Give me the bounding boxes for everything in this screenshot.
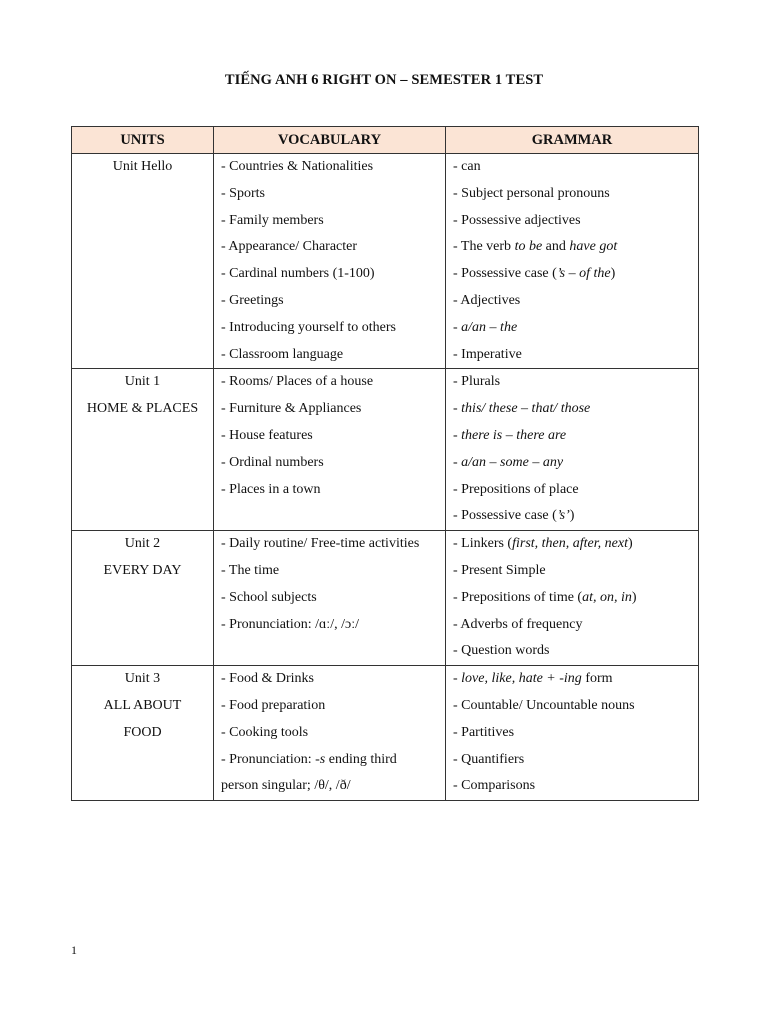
vocabulary-cell-line: - Cooking tools [221,724,309,740]
unit-cell-line: Unit 2 [124,536,161,552]
table-body [72,154,699,801]
unit-cell [72,531,214,666]
vocabulary-cell-line: - Sports [221,185,265,201]
unit-cell-line: Unit 3 [124,671,161,687]
vocabulary-cell-line: - Introducing yourself to others [221,319,396,335]
grammar-cell-line: - a/an – the [453,319,518,335]
unit-cell-line: Unit Hello [112,159,173,174]
vocabulary-cell-line: - Classroom language [221,346,344,362]
vocabulary-cell-line: - School subjects [221,589,317,605]
grammar-cell-line: - this/ these – that/ those [453,401,591,417]
grammar-cell [446,369,699,531]
vocabulary-cell-line: - Food & Drinks [221,671,314,687]
grammar-cell-line: - Question words [453,643,550,659]
grammar-cell-line: - there is – there are [453,427,567,443]
vocabulary-cell-line: - Daily routine/ Free-time activities [221,536,420,552]
vocabulary-cell-line: - Greetings [221,292,284,308]
grammar-cell-line: - can [453,159,481,174]
vocabulary-cell-line: - House features [221,427,313,443]
unit-cell [72,154,214,369]
grammar-cell-line: - Linkers (first, then, after, next) [453,536,633,552]
grammar-cell-line: - Possessive adjectives [453,212,581,228]
vocabulary-cell-line: - Pronunciation: -s ending third [221,751,397,767]
table-row [72,531,699,666]
page-number: 1 [71,943,77,957]
vocabulary-cell-line: - Family members [221,212,324,228]
vocabulary-cell-line: - Rooms/ Places of a house [221,374,374,390]
grammar-cell-line: - Comparisons [453,778,536,794]
unit-cell [72,369,214,531]
grammar-cell-line: - a/an – some – any [453,454,564,470]
grammar-cell-line: - Present Simple [453,562,546,578]
vocabulary-cell [214,531,446,666]
vocabulary-cell-line: - Ordinal numbers [221,454,324,470]
vocabulary-cell-line: person singular; /θ/, /ð/ [221,778,351,794]
grammar-cell [446,154,699,369]
grammar-cell-line: - Possessive case (’s – of the) [453,266,616,282]
grammar-cell [446,666,699,801]
grammar-cell-line: - Plurals [453,374,501,390]
grammar-cell-line: - Adjectives [453,292,521,308]
grammar-cell-line: - love, like, hate + -ing form [453,671,613,687]
grammar-cell-line: - Quantifiers [453,751,525,767]
header-grammar: GRAMMAR [446,127,699,154]
vocabulary-cell-line: - Countries & Nationalities [221,159,374,174]
unit-cell-line: FOOD [123,724,162,740]
grammar-cell-line: - Prepositions of place [453,481,579,497]
vocabulary-cell-line: - Cardinal numbers (1-100) [221,266,375,282]
grammar-cell-line: - Adverbs of frequency [453,616,583,632]
header-units: UNITS [72,127,214,154]
grammar-cell-line: - The verb to be and have got [453,239,618,255]
grammar-cell-line: - Subject personal pronouns [453,185,610,201]
vocabulary-cell-line: - Places in a town [221,481,321,497]
grammar-cell-line: - Countable/ Uncountable nouns [453,697,635,713]
unit-cell [72,666,214,801]
grammar-cell-line: - Imperative [453,346,522,362]
table-row [72,369,699,531]
vocabulary-cell-line: - Furniture & Appliances [221,401,362,417]
vocabulary-cell-line: - Food preparation [221,697,326,713]
grammar-cell [446,531,699,666]
document-title: TIẾNG ANH 6 RIGHT ON – SEMESTER 1 TEST [224,72,544,88]
table-row [72,154,699,369]
grammar-cell-line: - Prepositions of time (at, on, in) [453,589,637,605]
grammar-cell-line: - Possessive case (’s’) [453,508,575,524]
vocabulary-cell-line: - Pronunciation: /ɑː/, /ɔː/ [221,616,359,632]
unit-cell-line: EVERY DAY [103,562,182,578]
unit-cell-line: ALL ABOUT [103,697,182,713]
syllabus-table [71,126,699,801]
vocabulary-cell-line: - Appearance/ Character [221,239,358,255]
unit-cell-line: HOME & PLACES [86,401,199,417]
vocabulary-cell [214,154,446,369]
table-header-row [72,127,699,154]
vocabulary-cell [214,369,446,531]
header-vocabulary: VOCABULARY [214,127,446,154]
table-row [72,666,699,801]
unit-cell-line: Unit 1 [124,374,161,390]
vocabulary-cell [214,666,446,801]
vocabulary-cell-line: - The time [221,562,280,578]
grammar-cell-line: - Partitives [453,724,515,740]
